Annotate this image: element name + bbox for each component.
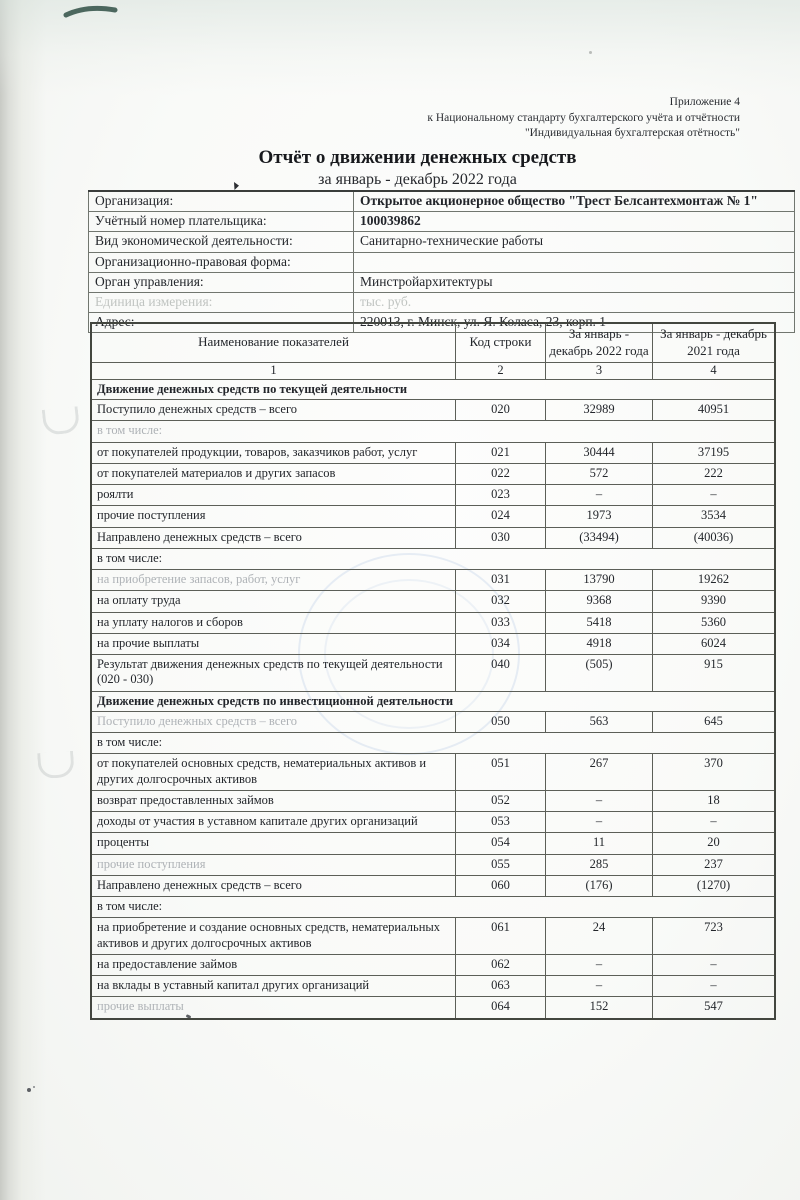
subheader-row (91, 733, 775, 754)
info-label: Адрес: (89, 313, 354, 333)
indicator-name: на оплату труда (91, 591, 456, 612)
value-2022: 4918 (546, 633, 653, 654)
column-header-2022: За январь - декабрь 2022 года (546, 323, 653, 362)
value-2021: – (653, 812, 776, 833)
value-2021: 370 (653, 754, 776, 791)
ink-speck (27, 1088, 31, 1092)
info-value: Открытое акционерное общество "Трест Белсантехмонтаж № 1" (354, 191, 795, 212)
line-code: 055 (456, 854, 546, 875)
value-2021: – (653, 976, 776, 997)
line-code: 034 (456, 633, 546, 654)
line-code: 040 (456, 655, 546, 692)
value-2022: 9368 (546, 591, 653, 612)
table-row (91, 833, 775, 854)
subheader-row (91, 421, 775, 442)
line-code: 032 (456, 591, 546, 612)
value-2021: 222 (653, 463, 776, 484)
line-code: 022 (456, 463, 546, 484)
indicator-name: на приобретение запасов, работ, услуг (91, 570, 456, 591)
scan-crease-mark (42, 406, 81, 436)
value-2022: 152 (546, 997, 653, 1019)
document-title: Отчёт о движении денежных средств (258, 147, 577, 168)
subheader-row (91, 548, 775, 569)
info-row (89, 212, 795, 232)
subheader-label: в том числе: (91, 421, 775, 442)
org-info-table (88, 190, 795, 333)
indicator-name: прочие выплаты (91, 997, 456, 1019)
table-row (91, 485, 775, 506)
table-row (91, 997, 775, 1019)
indicator-name: прочие поступления (91, 854, 456, 875)
indicator-name: от покупателей основных средств, нематериальных активов и других долгосрочных активов (91, 754, 456, 791)
table-row (91, 954, 775, 975)
table-row (91, 854, 775, 875)
table-row (91, 711, 775, 732)
info-label: Организационно-правовая форма: (89, 252, 354, 272)
column-header-2021: За январь - декабрь 2021 года (653, 323, 776, 362)
table-row (91, 918, 775, 955)
indicator-name: доходы от участия в уставном капитале других организаций (91, 812, 456, 833)
value-2021: (40036) (653, 527, 776, 548)
table-row (91, 463, 775, 484)
info-value: Санитарно-технические работы (354, 232, 795, 252)
table-row (91, 812, 775, 833)
value-2022: – (546, 485, 653, 506)
value-2022: 11 (546, 833, 653, 854)
info-label: Организация: (89, 191, 354, 212)
value-2021: 915 (653, 655, 776, 692)
table-row (91, 506, 775, 527)
indicator-name: Направлено денежных средств – всего (91, 875, 456, 896)
value-2022: 5418 (546, 612, 653, 633)
table-row (91, 400, 775, 421)
subheader-label: в том числе: (91, 733, 775, 754)
value-2021: – (653, 954, 776, 975)
indicator-name: на вклады в уставный капитал других организаций (91, 976, 456, 997)
info-value: 220013, г. Минск, ул. Я. Коласа, 23, корп. 1 (354, 313, 795, 333)
indicator-name: Поступило денежных средств – всего (91, 711, 456, 732)
subheader-label: в том числе: (91, 548, 775, 569)
column-header-line-code: Код строки (456, 323, 546, 362)
section-title: Движение денежных средств по текущей деятельности (91, 379, 775, 399)
line-code: 052 (456, 790, 546, 811)
value-2022: 24 (546, 918, 653, 955)
info-row (89, 252, 795, 272)
section-title: Движение денежных средств по инвестиционной деятельности (91, 691, 775, 711)
value-2021: 645 (653, 711, 776, 732)
info-row (89, 272, 795, 292)
value-2021: 19262 (653, 570, 776, 591)
indicator-name: Результат движения денежных средств по текущей деятельности (020 - 030) (91, 655, 456, 692)
column-number: 2 (456, 362, 546, 379)
value-2021: 237 (653, 854, 776, 875)
value-2021: 5360 (653, 612, 776, 633)
value-2021: – (653, 485, 776, 506)
info-label: Учётный номер плательщика: (89, 212, 354, 232)
section-row (91, 379, 775, 399)
table-row (91, 875, 775, 896)
table-row (91, 570, 775, 591)
value-2022: (505) (546, 655, 653, 692)
info-value (354, 252, 795, 272)
value-2021: 20 (653, 833, 776, 854)
column-number: 1 (91, 362, 456, 379)
indicator-name: проценты (91, 833, 456, 854)
line-code: 031 (456, 570, 546, 591)
subheader-label: в том числе: (91, 897, 775, 918)
indicator-name: прочие поступления (91, 506, 456, 527)
value-2021: 40951 (653, 400, 776, 421)
indicator-name: возврат предоставленных займов (91, 790, 456, 811)
value-2021: 9390 (653, 591, 776, 612)
info-label: Единица измерения: (89, 292, 354, 312)
cash-flow-report-table (90, 322, 776, 1020)
indicator-name: Поступило денежных средств – всего (91, 400, 456, 421)
value-2022: 32989 (546, 400, 653, 421)
line-code: 061 (456, 918, 546, 955)
ink-speck (589, 51, 592, 54)
report-header-row (91, 323, 775, 362)
column-number-row (91, 362, 775, 379)
info-label: Орган управления: (89, 272, 354, 292)
table-row (91, 442, 775, 463)
line-code: 063 (456, 976, 546, 997)
line-code: 054 (456, 833, 546, 854)
info-label: Вид экономической деятельности: (89, 232, 354, 252)
indicator-name: роялти (91, 485, 456, 506)
value-2022: – (546, 976, 653, 997)
line-code: 021 (456, 442, 546, 463)
info-row (89, 191, 795, 212)
org-info-table-body (89, 191, 795, 333)
value-2022: 563 (546, 711, 653, 732)
table-row (91, 527, 775, 548)
line-code: 051 (456, 754, 546, 791)
table-row (91, 655, 775, 692)
indicator-name: на прочие выплаты (91, 633, 456, 654)
indicator-name: Направлено денежных средств – всего (91, 527, 456, 548)
value-2021: (1270) (653, 875, 776, 896)
table-row (91, 790, 775, 811)
line-code: 050 (456, 711, 546, 732)
value-2021: 3534 (653, 506, 776, 527)
info-value: Минстройархитектуры (354, 272, 795, 292)
document-subtitle: за январь - декабрь 2022 года (318, 171, 517, 188)
value-2022: 1973 (546, 506, 653, 527)
value-2021: 547 (653, 997, 776, 1019)
line-code: 064 (456, 997, 546, 1019)
info-row (89, 292, 795, 312)
value-2021: 6024 (653, 633, 776, 654)
value-2022: 572 (546, 463, 653, 484)
appendix-line: к Национальному стандарту бухгалтерского учёта и отчётности (427, 111, 740, 124)
value-2022: 285 (546, 854, 653, 875)
column-number: 3 (546, 362, 653, 379)
line-code: 023 (456, 485, 546, 506)
column-header-indicators: Наименование показателей (91, 323, 456, 362)
report-table-body (91, 379, 775, 1018)
report-table-head (91, 323, 775, 379)
table-row (91, 633, 775, 654)
value-2022: 13790 (546, 570, 653, 591)
indicator-name: от покупателей материалов и других запасов (91, 463, 456, 484)
line-code: 020 (456, 400, 546, 421)
indicator-name: на предоставление займов (91, 954, 456, 975)
value-2022: – (546, 790, 653, 811)
value-2022: 30444 (546, 442, 653, 463)
appendix-line: Приложение 4 (669, 96, 740, 108)
indicator-name: на уплату налогов и сборов (91, 612, 456, 633)
table-row (91, 612, 775, 633)
appendix-line: "Индивидуальная бухгалтерская отётность" (524, 127, 740, 139)
section-row (91, 691, 775, 711)
table-row (91, 754, 775, 791)
line-code: 024 (456, 506, 546, 527)
value-2022: (33494) (546, 527, 653, 548)
line-code: 062 (456, 954, 546, 975)
ink-smudge-mark (63, 3, 119, 21)
value-2022: – (546, 954, 653, 975)
value-2021: 18 (653, 790, 776, 811)
value-2021: 723 (653, 918, 776, 955)
info-value: 100039862 (354, 212, 795, 232)
info-value: тыс. руб. (354, 292, 795, 312)
value-2022: 267 (546, 754, 653, 791)
table-row (91, 591, 775, 612)
value-2022: – (546, 812, 653, 833)
indicator-name: от покупателей продукции, товаров, заказчиков работ, услуг (91, 442, 456, 463)
scan-crease-mark (37, 751, 75, 779)
info-row (89, 232, 795, 252)
value-2022: (176) (546, 875, 653, 896)
value-2021: 37195 (653, 442, 776, 463)
line-code: 053 (456, 812, 546, 833)
line-code: 033 (456, 612, 546, 633)
line-code: 030 (456, 527, 546, 548)
indicator-name: на приобретение и создание основных средств, нематериальных активов и других долгосрочных активов (91, 918, 456, 955)
subheader-row (91, 897, 775, 918)
line-code: 060 (456, 875, 546, 896)
table-row (91, 976, 775, 997)
appendix-reference-block (427, 95, 740, 142)
column-number: 4 (653, 362, 776, 379)
